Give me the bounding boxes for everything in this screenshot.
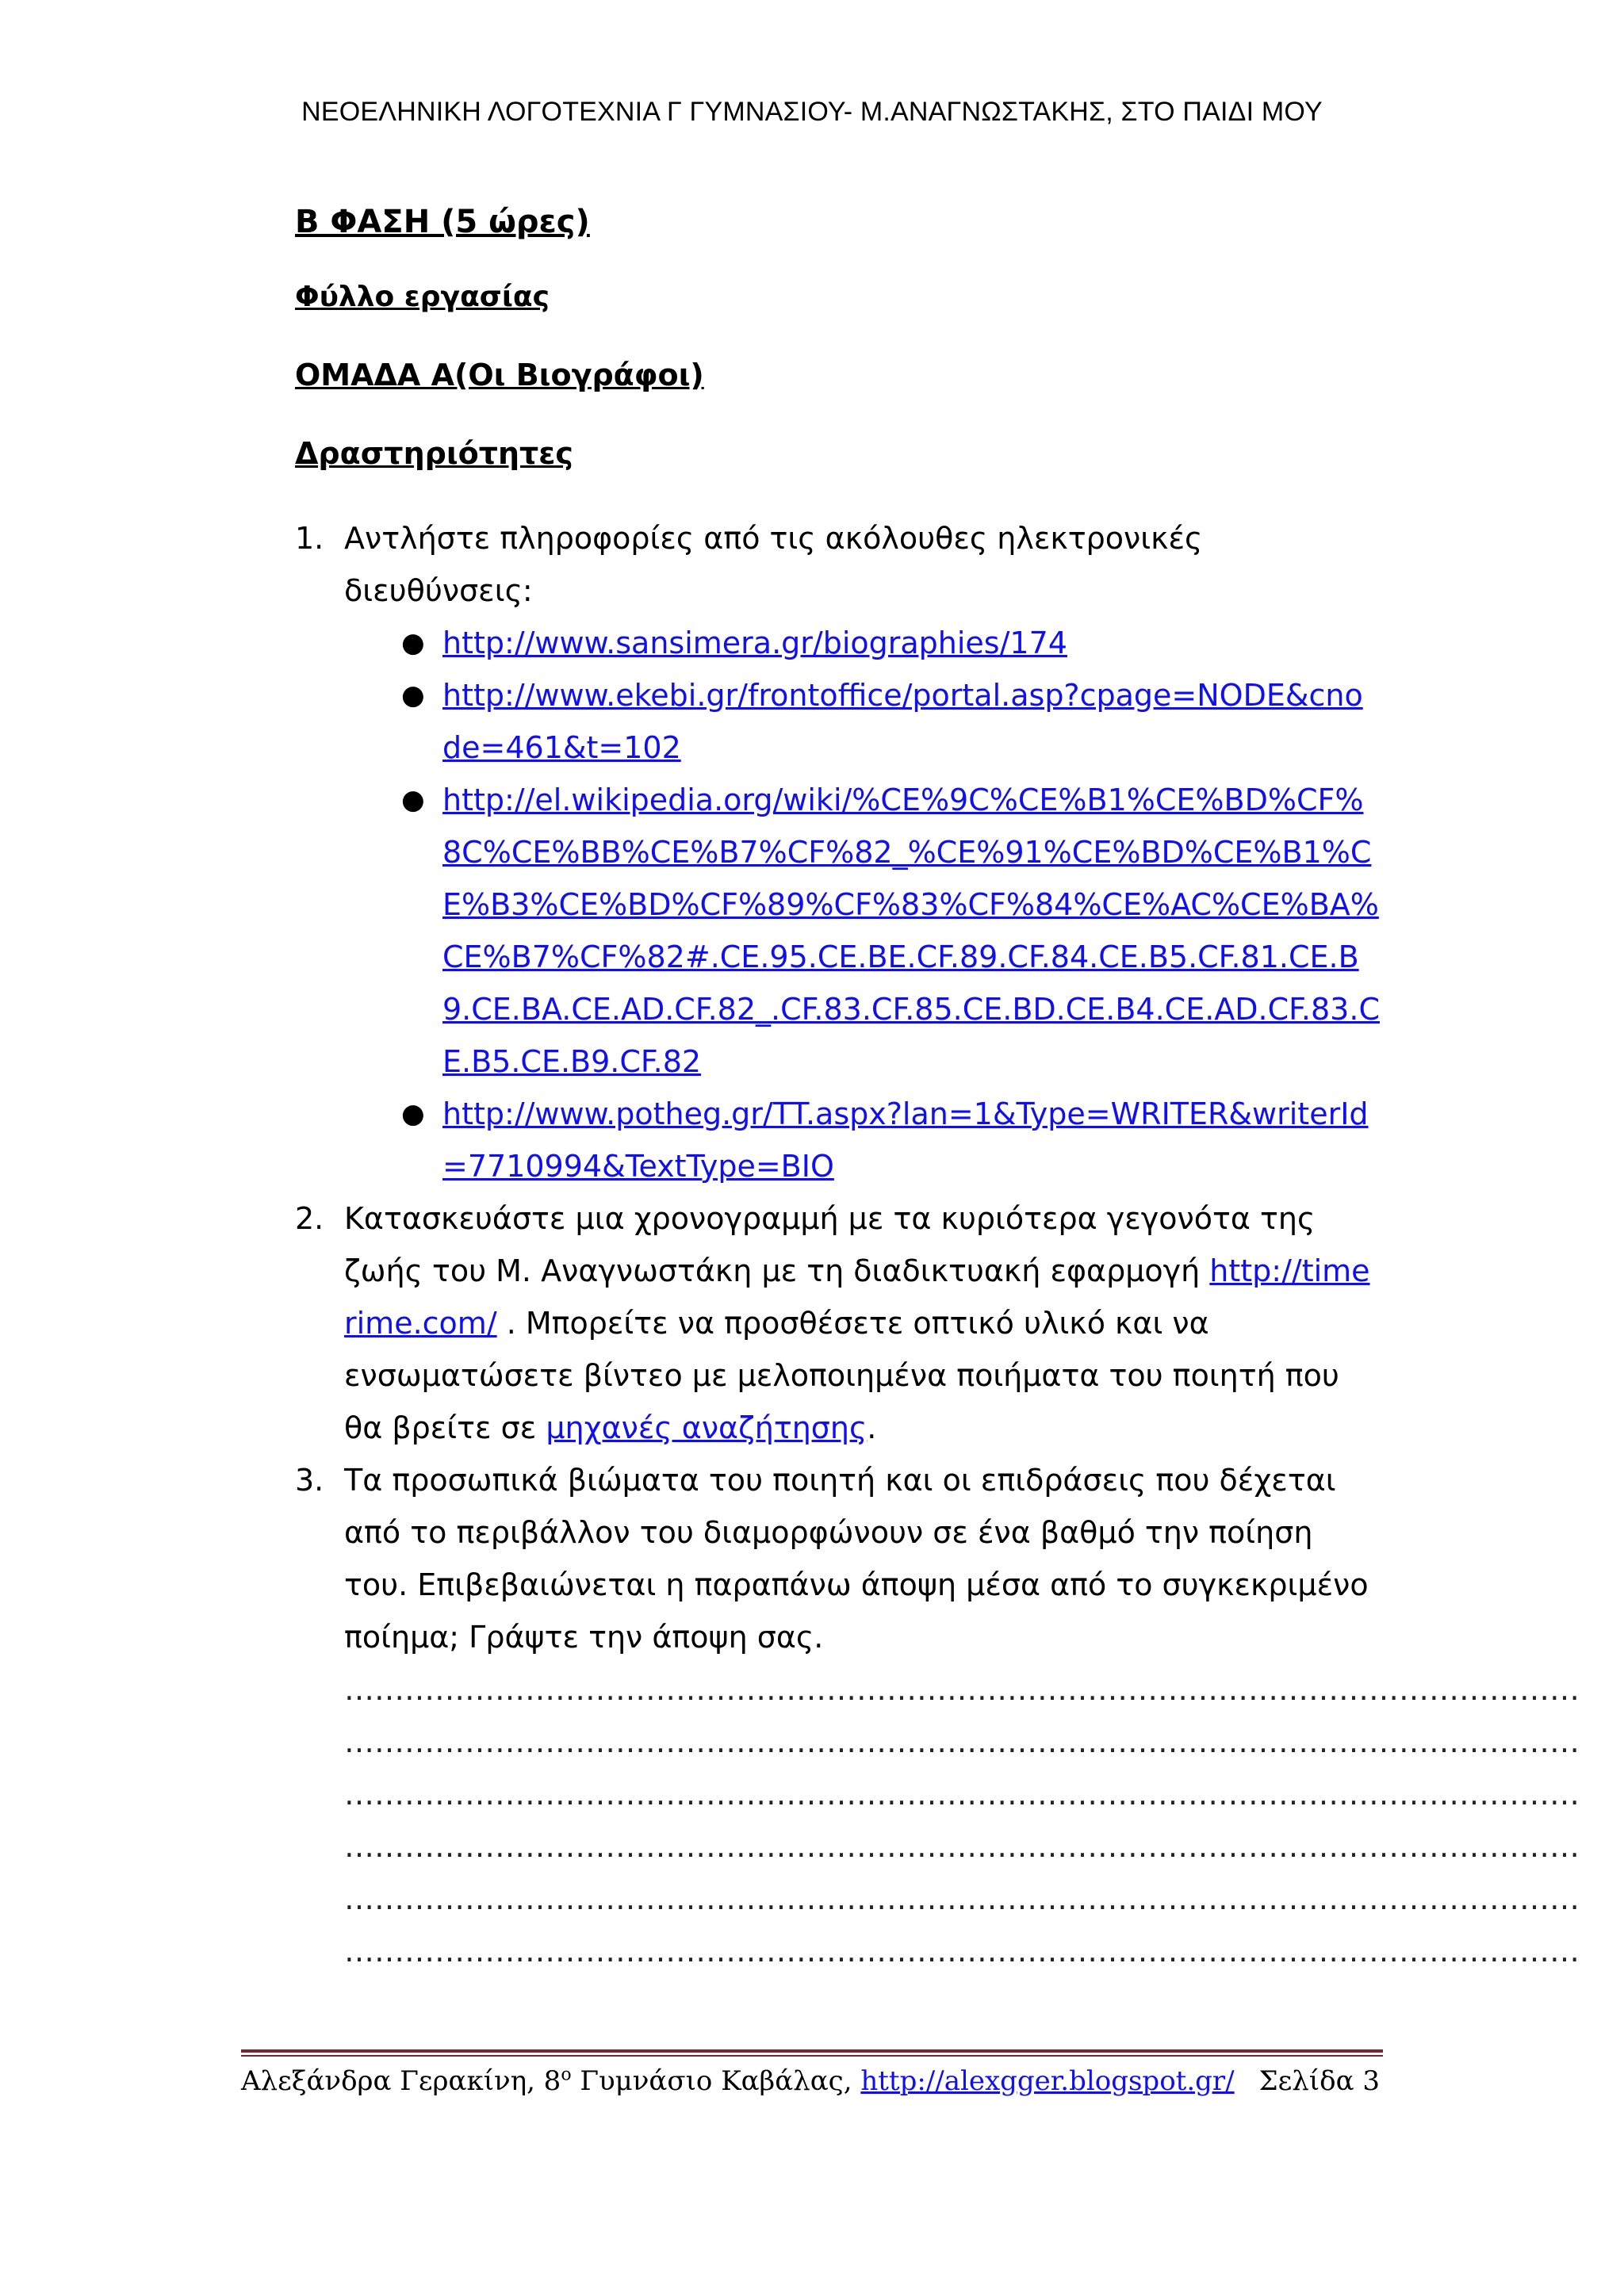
task-list [295,512,1580,1977]
potheg-link[interactable]: http://www.potheg.gr/TT.aspx?lan=1&Type=WRITER&writerId=7710994&TextType=BIO [442,1096,1369,1184]
link-item [401,774,1381,1088]
link-item [401,617,1381,669]
phase-heading: Β ΦΑΣΗ (5 ώρες) [295,204,590,240]
answer-line[interactable]: …………………………………………………………………………………………………………… [344,1933,1580,1969]
footer-rule-thick [241,2049,1383,2053]
worksheet-heading: Φύλλο εργασίας [295,281,550,313]
link-list [344,617,1381,1192]
task-number: 1. [295,520,324,556]
task-text: Αντλήστε πληροφορίες από τις ακόλουθες ηλεκτρονικές διευθύνσεις: [344,520,1203,608]
task-item-1 [295,512,1381,1192]
bullet-icon: ● [401,1097,425,1130]
search-engines-link[interactable]: μηχανές αναζήτησης [546,1410,868,1445]
link-item [401,669,1381,774]
task-text: Κατασκευάστε μια χρονογραμμή με τα κυριότερα γεγονότα της ζωής του Μ. Αναγνωστάκη με τη διαδικτυακή εφαρμογή [344,1200,1316,1288]
task-item-2 [295,1192,1381,1454]
sansimera-link[interactable]: http://www.sansimera.gr/biographies/174 [442,625,1067,660]
bullet-icon: ● [401,783,425,816]
footer-author: Αλεξάνδρα Γερακίνη, 8 [241,2065,561,2097]
footer-rule-thin [241,2055,1383,2057]
task-text: Τα προσωπικά βιώματα του ποιητή και οι επιδράσεις που δέχεται από το περιβάλλον του διαμορφώνουν σε ένα βαθμό την ποίηση του. Επιβεβαιώνεται η παραπάνω άποψη μέσα από το συγκεκριμένο ποίημα; Γράψτε την άποψη σας. [344,1462,1369,1655]
task-number: 3. [295,1462,324,1498]
activities-heading: Δραστηριότητες [295,436,573,472]
page-header: ΝΕΟΕΛΗΝΙΚΗ ΛΟΓΟΤΕΧΝΙΑ Γ ΓΥΜΝΑΣΙΟΥ- Μ.ΑΝΑΓΝΩΣΤΑΚΗΣ, ΣΤΟ ΠΑΙΔΙ ΜΟΥ [301,97,1323,127]
timerime-link[interactable]: http://timerime.com/ [344,1253,1370,1341]
ekebi-link[interactable]: http://www.ekebi.gr/frontoffice/portal.asp?cpage=NODE&cnode=461&t=102 [442,677,1363,765]
answer-line[interactable]: …………………………………………………………………………………………………………… [344,1828,1580,1864]
bullet-icon: ● [401,626,425,659]
blog-link[interactable]: http://alexgger.blogspot.gr/ [860,2065,1235,2097]
group-heading: ΟΜΑΔΑ Α(Οι Βιογράφοι) [295,357,704,392]
task-number: 2. [295,1200,324,1236]
task-text: . [867,1410,877,1445]
page-footer [241,2065,1383,2102]
task-item-3 [295,1454,1580,1977]
answer-line[interactable]: …………………………………………………………………………………………………………… [344,1671,1580,1707]
link-item [401,1088,1381,1192]
task-text: . Μπορείτε να προσθέσετε οπτικό υλικό και να ενσωματώσετε βίντεο με μελοποιημένα ποιήματα του ποιητή που θα βρείτε σε [344,1305,1339,1445]
bullet-icon: ● [401,679,425,711]
footer-school: Γυμνάσιο Καβάλας, [571,2065,861,2097]
document-body [295,197,1580,1977]
answer-line[interactable]: …………………………………………………………………………………………………………… [344,1724,1580,1759]
page-number: Σελίδα 3 [1258,2065,1380,2097]
wikipedia-link[interactable]: http://el.wikipedia.org/wiki/%CE%9C%CE%B1%CE%BD%CF%8C%CE%BB%CE%B7%CF%82_%CE%91%CE%BD%CE%B1%CE%B3%CE%BD%CF%89%CF%83%CF%84%CE%AC%CE%BA%CE%B7%CF%82#.CE.95.CE.BE.CF.89.CF.84.CE.B5.CF.81.CE.B9.CE.BA.CE.AD.CF.82_.CF.83.CF.85.CE.BD.CE.B4.CE.AD.CF.83.CE.B5.CE.B9.CF.82 [442,782,1380,1079]
answer-line[interactable]: …………………………………………………………………………………………………………… [344,1881,1580,1916]
footer-credit [241,2065,1235,2097]
footer-sup: ο [561,2064,572,2085]
answer-line[interactable]: …………………………………………………………………………………………………………… [344,1776,1580,1812]
footer-divider [241,2049,1383,2057]
